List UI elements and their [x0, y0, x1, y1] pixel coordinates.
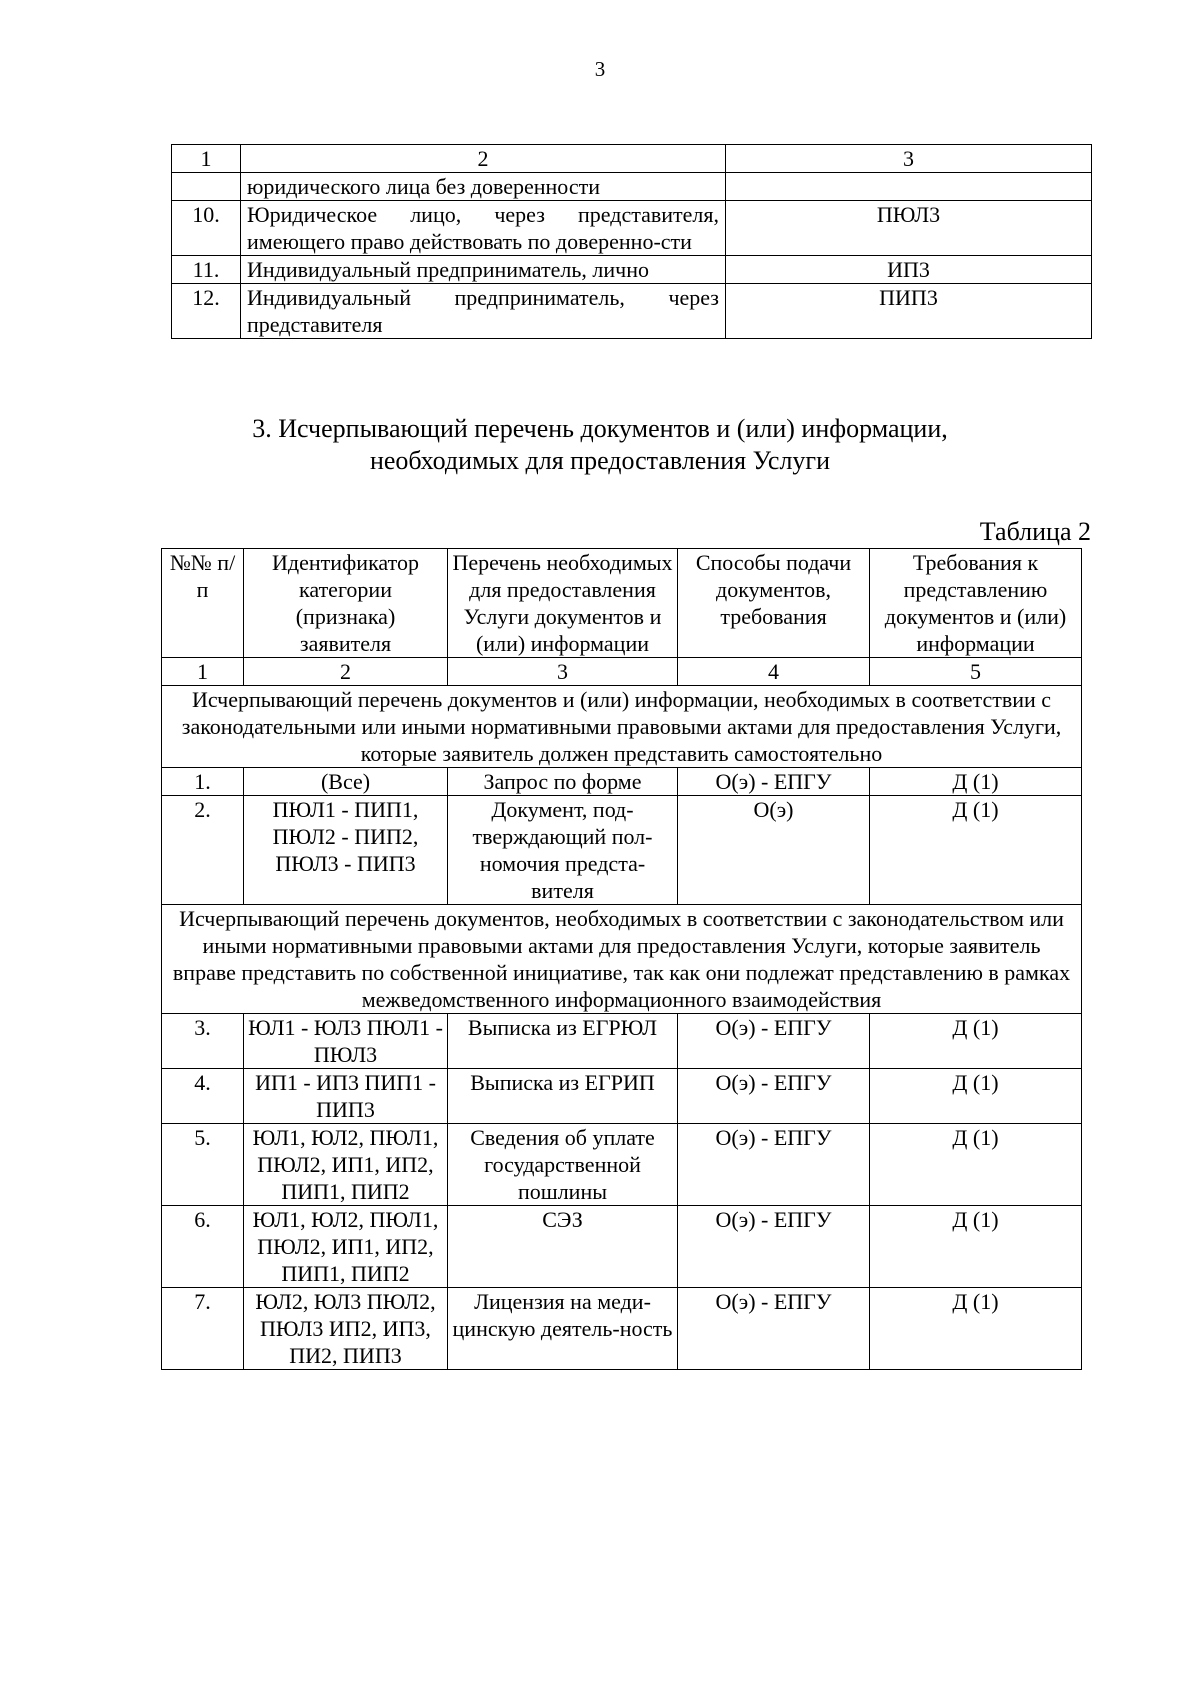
applicant-category-cell: (Все) [244, 768, 448, 796]
table-row [172, 284, 1092, 339]
column-number-cell: 3 [448, 658, 678, 686]
table-row [172, 201, 1092, 256]
column-numbers-row [162, 658, 1082, 686]
applicant-category-cell: ЮЛ1, ЮЛ2, ПЮЛ1, ПЮЛ2, ИП1, ИП2, ПИП1, ПИП2 [244, 1124, 448, 1206]
document-name-cell: СЭЗ [448, 1206, 678, 1288]
row-number-cell: 11. [172, 256, 241, 284]
category-code-cell: ИП3 [726, 256, 1092, 284]
requirement-cell: Д (1) [870, 768, 1082, 796]
document-name-cell: Выписка из ЕГРЮЛ [448, 1014, 678, 1069]
section-optional-documents: Исчерпывающий перечень документов, необходимых в соответствии с законодательством или иными нормативными правовыми актами для предоставления Услуги, которые заявитель вправе представить по собственной инициативе, так как они подлежат представлению в рамках межведомственного информационного взаимодействия [162, 905, 1082, 1014]
row-number-cell: 3. [162, 1014, 244, 1069]
required-documents-table [161, 548, 1082, 1370]
header-cell-applicant-category: Идентификатор категории (признака) заявителя [244, 549, 448, 658]
requirement-cell: Д (1) [870, 796, 1082, 905]
submission-method-cell: О(э) - ЕПГУ [678, 1014, 870, 1069]
applicant-category-cell: ЮЛ1 - ЮЛ3 ПЮЛ1 - ПЮЛ3 [244, 1014, 448, 1069]
row-number-cell: 7. [162, 1288, 244, 1370]
section-mandatory-documents: Исчерпывающий перечень документов и (или) информации, необходимых в соответствии с законодательными или иными нормативными правовыми актами для предоставления Услуги, которые заявитель должен представить самостоятельно [162, 686, 1082, 768]
requirement-cell: Д (1) [870, 1124, 1082, 1206]
page-number: 3 [594, 57, 606, 81]
table-header-row [162, 549, 1082, 658]
applicant-category-cell: ИП1 - ИП3 ПИП1 - ПИП3 [244, 1069, 448, 1124]
requirement-cell: Д (1) [870, 1069, 1082, 1124]
row-number-cell: 1. [162, 768, 244, 796]
requirement-cell: Д (1) [870, 1288, 1082, 1370]
section-row [162, 686, 1082, 768]
table-row [162, 796, 1082, 905]
header-cell-presentation-requirements: Требования к представлению документов и (или) информации [870, 549, 1082, 658]
category-description-cell: юридического лица без доверенности [241, 173, 726, 201]
table-header-row [172, 145, 1092, 173]
document-name-cell: Выписка из ЕГРИП [448, 1069, 678, 1124]
table-row [162, 1124, 1082, 1206]
document-name-cell: Лицензия на меди-цинскую деятель-ность [448, 1288, 678, 1370]
table-row [162, 1206, 1082, 1288]
section-heading-line-1: 3. Исчерпывающий перечень документов и (или) информации, [252, 414, 948, 443]
table-row [172, 173, 1092, 201]
category-code-cell: ПЮЛ3 [726, 201, 1092, 256]
category-code-cell [726, 173, 1092, 201]
row-number-cell: 2. [162, 796, 244, 905]
applicant-category-cell: ПЮЛ1 - ПИП1, ПЮЛ2 - ПИП2, ПЮЛ3 - ПИП3 [244, 796, 448, 905]
category-description-cell: Индивидуальный предприниматель, через представителя [241, 284, 726, 339]
row-number-cell: 6. [162, 1206, 244, 1288]
column-number-cell: 1 [172, 145, 241, 173]
submission-method-cell: О(э) [678, 796, 870, 905]
column-number-cell: 2 [241, 145, 726, 173]
column-number-cell: 1 [162, 658, 244, 686]
column-number-cell: 4 [678, 658, 870, 686]
requirement-cell: Д (1) [870, 1206, 1082, 1288]
header-cell-number: №№ п/п [162, 549, 244, 658]
row-number-cell: 4. [162, 1069, 244, 1124]
category-description-cell: Индивидуальный предприниматель, лично [241, 256, 726, 284]
requirement-cell: Д (1) [870, 1014, 1082, 1069]
table-row [162, 1069, 1082, 1124]
document-name-cell: Документ, под-тверждающий пол-номочия предста-вителя [448, 796, 678, 905]
section-row [162, 905, 1082, 1014]
section-heading [0, 413, 1200, 477]
applicant-categories-table [171, 144, 1092, 339]
submission-method-cell: О(э) - ЕПГУ [678, 1206, 870, 1288]
submission-method-cell: О(э) - ЕПГУ [678, 1124, 870, 1206]
header-cell-documents-list: Перечень необходимых для предоставления Услуги документов и (или) информации [448, 549, 678, 658]
applicant-category-cell: ЮЛ2, ЮЛ3 ПЮЛ2, ПЮЛ3 ИП2, ИП3, ПИ2, ПИП3 [244, 1288, 448, 1370]
column-number-cell: 5 [870, 658, 1082, 686]
column-number-cell: 2 [244, 658, 448, 686]
section-heading-line-2: необходимых для предоставления Услуги [369, 446, 831, 475]
row-number-cell: 12. [172, 284, 241, 339]
applicant-category-cell: ЮЛ1, ЮЛ2, ПЮЛ1, ПЮЛ2, ИП1, ИП2, ПИП1, ПИП2 [244, 1206, 448, 1288]
category-code-cell: ПИП3 [726, 284, 1092, 339]
document-name-cell: Запрос по форме [448, 768, 678, 796]
submission-method-cell: О(э) - ЕПГУ [678, 768, 870, 796]
table-row [162, 1014, 1082, 1069]
table-row [162, 768, 1082, 796]
header-cell-submission-methods: Способы подачи документов, требования [678, 549, 870, 658]
row-number-cell: 10. [172, 201, 241, 256]
submission-method-cell: О(э) - ЕПГУ [678, 1288, 870, 1370]
submission-method-cell: О(э) - ЕПГУ [678, 1069, 870, 1124]
table-row [172, 256, 1092, 284]
column-number-cell: 3 [726, 145, 1092, 173]
table-row [162, 1288, 1082, 1370]
table-caption: Таблица 2 [979, 517, 1091, 546]
row-number-cell: 5. [162, 1124, 244, 1206]
row-number-cell [172, 173, 241, 201]
document-name-cell: Сведения об уплате государственной пошлины [448, 1124, 678, 1206]
category-description-cell: Юридическое лицо, через представителя, имеющего право действовать по доверенно-сти [241, 201, 726, 256]
